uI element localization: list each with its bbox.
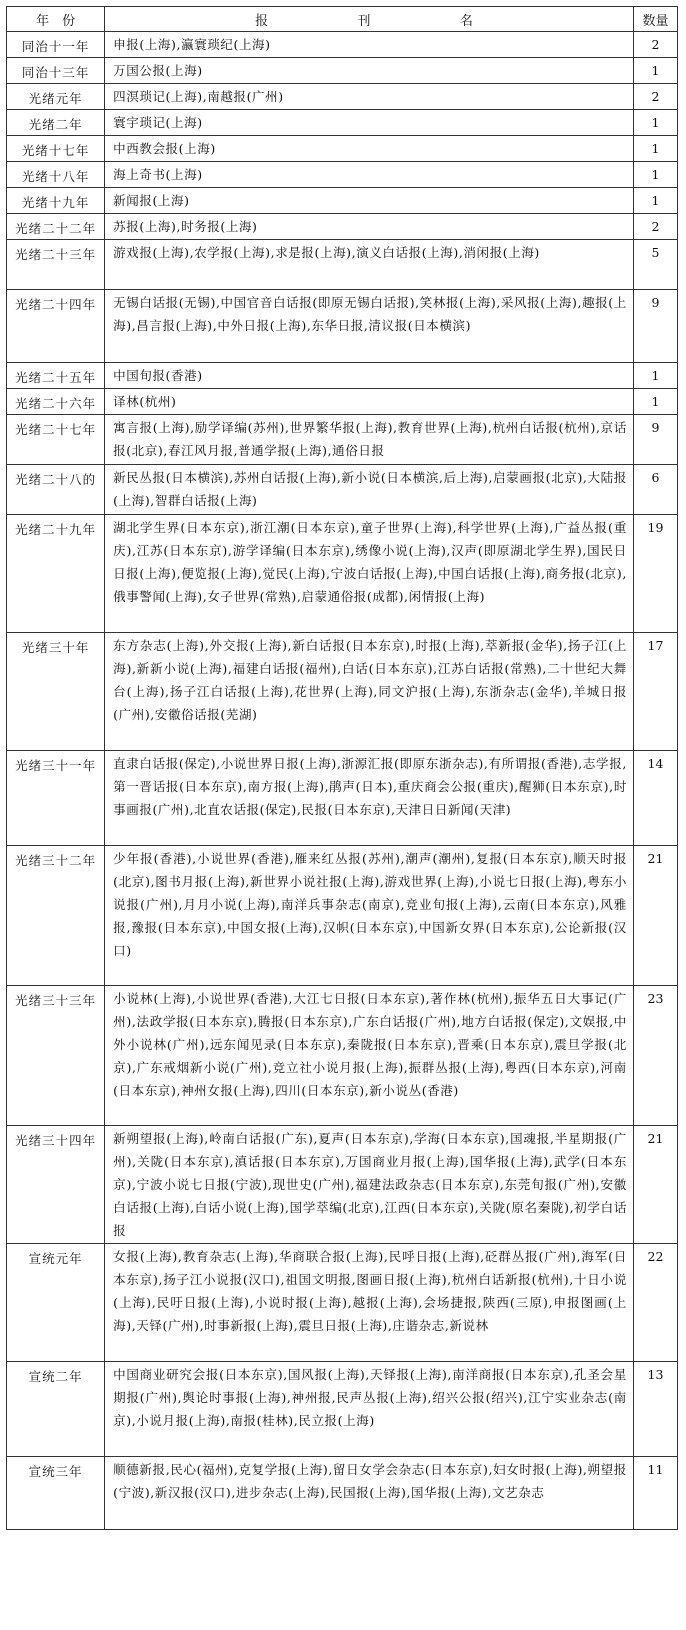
table-row	[7, 751, 678, 846]
titles-cell: 女报(上海),教育杂志(上海),华商联合报(上海),民呼日报(上海),砭群丛报(广州),海军(日本东京),扬子江小说报(汉口),祖国文明报,图画日报(上海),杭州白话新报(杭州),十日小说(上海),民吁日报(上海),小说时报(上海),越报(上海),会场捷报,陕西(三原),申报图画(上海),天铎(广州),时事新报(上海),震旦日报(上海),庄谐杂志,新说林	[105, 1244, 634, 1362]
count-cell: 22	[633, 1244, 677, 1362]
count-cell: 11	[633, 1457, 677, 1530]
year-cell: 光绪二十八的	[7, 465, 105, 515]
count-cell: 21	[633, 1126, 677, 1244]
titles-cell: 新朔望报(上海),岭南白话报(广东),夏声(日本东京),学海(日本东京),国魂报,半星期报(广州),关陇(日本东京),滇话报(日本东京),万国商业月报(上海),国华报(上海),武学(日本东京),宁波小说七日报(宁波),现世史(广州),福建法政杂志(日本东京),东莞旬报(广州),安徽白话报(上海),白话小说(上海),国学萃编(北京),江西(日本东京),关陇(原名秦陇),初学白话报	[105, 1126, 634, 1244]
titles-cell: 顺德新报,民心(福州),克复学报(上海),留日女学会杂志(日本东京),妇女时报(上海),朔望报(宁波),新汉报(汉口),进步杂志(上海),民国报(上海),国华报(上海),文艺杂志	[105, 1457, 634, 1530]
year-cell: 光绪十八年	[7, 162, 105, 188]
titles-cell: 海上奇书(上海)	[105, 162, 634, 188]
year-cell: 宣统元年	[7, 1244, 105, 1362]
table-row	[7, 465, 678, 515]
table-row	[7, 32, 678, 58]
table-row	[7, 415, 678, 465]
count-cell: 1	[633, 162, 677, 188]
count-cell: 23	[633, 986, 677, 1126]
count-cell: 13	[633, 1362, 677, 1457]
table-row	[7, 110, 678, 136]
table-row	[7, 1126, 678, 1244]
table-row	[7, 188, 678, 214]
titles-cell: 寰宇琐记(上海)	[105, 110, 634, 136]
year-cell: 光绪三十年	[7, 633, 105, 751]
table-row	[7, 986, 678, 1126]
year-cell: 光绪十九年	[7, 188, 105, 214]
titles-cell: 中西教会报(上海)	[105, 136, 634, 162]
periodicals-table	[6, 6, 678, 1530]
title-column-header	[105, 7, 634, 32]
year-cell: 宣统三年	[7, 1457, 105, 1530]
count-cell: 9	[633, 415, 677, 465]
year-column-header: 年 份	[7, 7, 105, 32]
table-row	[7, 363, 678, 389]
titles-cell: 新闻报(上海)	[105, 188, 634, 214]
count-cell: 1	[633, 136, 677, 162]
table-row	[7, 846, 678, 986]
year-cell: 宣统二年	[7, 1362, 105, 1457]
titles-cell: 寓言报(上海),励学译编(苏州),世界繁华报(上海),教育世界(上海),杭州白话报(杭州),京话报(北京),春江风月报,普通学报(上海),通俗日报	[105, 415, 634, 465]
table-row	[7, 290, 678, 363]
page	[6, 6, 678, 1530]
table-row	[7, 1457, 678, 1530]
table-row	[7, 1244, 678, 1362]
count-column-header: 数量	[633, 7, 677, 32]
titles-cell: 无锡白话报(无锡),中国官音白话报(即原无锡白话报),笑林报(上海),采风报(上海),趣报(上海),昌言报(上海),中外日报(上海),东华日报,清议报(日本横滨)	[105, 290, 634, 363]
table-row	[7, 389, 678, 415]
titles-cell: 四溟琐记(上海),南越报(广州)	[105, 84, 634, 110]
year-cell: 光绪三十三年	[7, 986, 105, 1126]
year-cell: 光绪二十五年	[7, 363, 105, 389]
titles-cell: 中国旬报(香港)	[105, 363, 634, 389]
count-cell: 2	[633, 32, 677, 58]
year-cell: 光绪元年	[7, 84, 105, 110]
table-row	[7, 162, 678, 188]
count-cell: 19	[633, 515, 677, 633]
table-row	[7, 214, 678, 240]
year-cell: 光绪二十二年	[7, 214, 105, 240]
title-header-char: 刊	[357, 13, 371, 29]
count-cell: 21	[633, 846, 677, 986]
titles-cell: 湖北学生界(日本东京),浙江潮(日本东京),童子世界(上海),科学世界(上海),广益丛报(重庆),江苏(日本东京),游学译编(日本东京),绣像小说(上海),汉声(即原湖北学生界),国民日日报(上海),便览报(上海),觉民(上海),宁波白话报(上海),中国白话报(上海),商务报(北京),俄事警闻(上海),女子世界(常熟),启蒙通俗报(成都),闲情报(上海)	[105, 515, 634, 633]
year-cell: 光绪二十三年	[7, 240, 105, 290]
count-cell: 1	[633, 389, 677, 415]
year-cell: 光绪二十七年	[7, 415, 105, 465]
title-header-char: 名	[459, 13, 473, 29]
titles-cell: 申报(上海),瀛寰琐纪(上海)	[105, 32, 634, 58]
titles-cell: 译林(杭州)	[105, 389, 634, 415]
titles-cell: 新民丛报(日本横滨),苏州白话报(上海),新小说(日本横滨,后上海),启蒙画报(北京),大陆报(上海),智群白话报(上海)	[105, 465, 634, 515]
count-cell: 1	[633, 110, 677, 136]
count-cell: 6	[633, 465, 677, 515]
count-cell: 17	[633, 633, 677, 751]
table-row	[7, 240, 678, 290]
table-row	[7, 84, 678, 110]
count-cell: 2	[633, 214, 677, 240]
title-header-char: 报	[255, 13, 269, 29]
count-cell: 14	[633, 751, 677, 846]
year-cell: 光绪三十二年	[7, 846, 105, 986]
count-cell: 9	[633, 290, 677, 363]
year-cell: 光绪二十四年	[7, 290, 105, 363]
count-cell: 2	[633, 84, 677, 110]
count-cell: 5	[633, 240, 677, 290]
count-cell: 1	[633, 58, 677, 84]
titles-cell: 小说林(上海),小说世界(香港),大江七日报(日本东京),著作林(杭州),振华五日大事记(广州),法政学报(日本东京),腾报(日本东京),广东白话报(广州),地方白话报(保定),文娱报,中外小说林(广州),远东闻见录(日本东京),秦陇报(日本东京),晋乘(日本东京),震旦学报(北京),广东戒烟新小说(广州),竞立社小说月报(上海),振群丛报(上海),粤西(日本东京),河南(日本东京),神州女报(上海),四川(日本东京),新小说丛(香港)	[105, 986, 634, 1126]
year-cell: 同治十一年	[7, 32, 105, 58]
count-cell: 1	[633, 188, 677, 214]
year-cell: 光绪二年	[7, 110, 105, 136]
year-cell: 光绪三十一年	[7, 751, 105, 846]
year-cell: 光绪二十九年	[7, 515, 105, 633]
table-row	[7, 1362, 678, 1457]
titles-cell: 游戏报(上海),农学报(上海),求是报(上海),演义白话报(上海),消闲报(上海)	[105, 240, 634, 290]
table-row	[7, 58, 678, 84]
header-row	[7, 7, 678, 32]
table-row	[7, 633, 678, 751]
titles-cell: 少年报(香港),小说世界(香港),雁来红丛报(苏州),潮声(潮州),复报(日本东京),顺天时报(北京),图书月报(上海),新世界小说社报(上海),游戏世界(上海),小说七日报(上海),粤东小说报(广州),月月小说(上海),南洋兵事杂志(南京),竞业旬报(上海),云南(日本东京),风雅报,豫报(日本东京),中国女报(上海),汉帜(日本东京),中国新女界(日本东京),公论新报(汉口)	[105, 846, 634, 986]
titles-cell: 直隶白话报(保定),小说世界日报(上海),浙源汇报(即原东浙杂志),有所谓报(香港),志学报,第一晋话报(日本东京),南方报(上海),鹃声(日本),重庆商会公报(重庆),醒狮(日本东京),时事画报(广州),北直农话报(保定),民报(日本东京),天津日日新闻(天津)	[105, 751, 634, 846]
year-cell: 同治十三年	[7, 58, 105, 84]
titles-cell: 中国商业研究会报(日本东京),国风报(上海),天铎报(上海),南洋商报(日本东京),孔圣会星期报(广州),舆论时事报(上海),神州报,民声丛报(上海),绍兴公报(绍兴),江宁实业杂志(南京),小说月报(上海),南报(桂林),民立报(上海)	[105, 1362, 634, 1457]
count-cell: 1	[633, 363, 677, 389]
table-row	[7, 136, 678, 162]
year-cell: 光绪三十四年	[7, 1126, 105, 1244]
titles-cell: 苏报(上海),时务报(上海)	[105, 214, 634, 240]
titles-cell: 东方杂志(上海),外交报(上海),新白话报(日本东京),时报(上海),萃新报(金华),扬子江(上海),新新小说(上海),福建白话报(福州),白话(日本东京),江苏白话报(常熟),二十世纪大舞台(上海),扬子江白话报(上海),花世界(上海),同文沪报(上海),东浙杂志(金华),羊城日报(广州),安徽俗话报(芜湖)	[105, 633, 634, 751]
year-cell: 光绪二十六年	[7, 389, 105, 415]
table-row	[7, 515, 678, 633]
titles-cell: 万国公报(上海)	[105, 58, 634, 84]
year-cell: 光绪十七年	[7, 136, 105, 162]
